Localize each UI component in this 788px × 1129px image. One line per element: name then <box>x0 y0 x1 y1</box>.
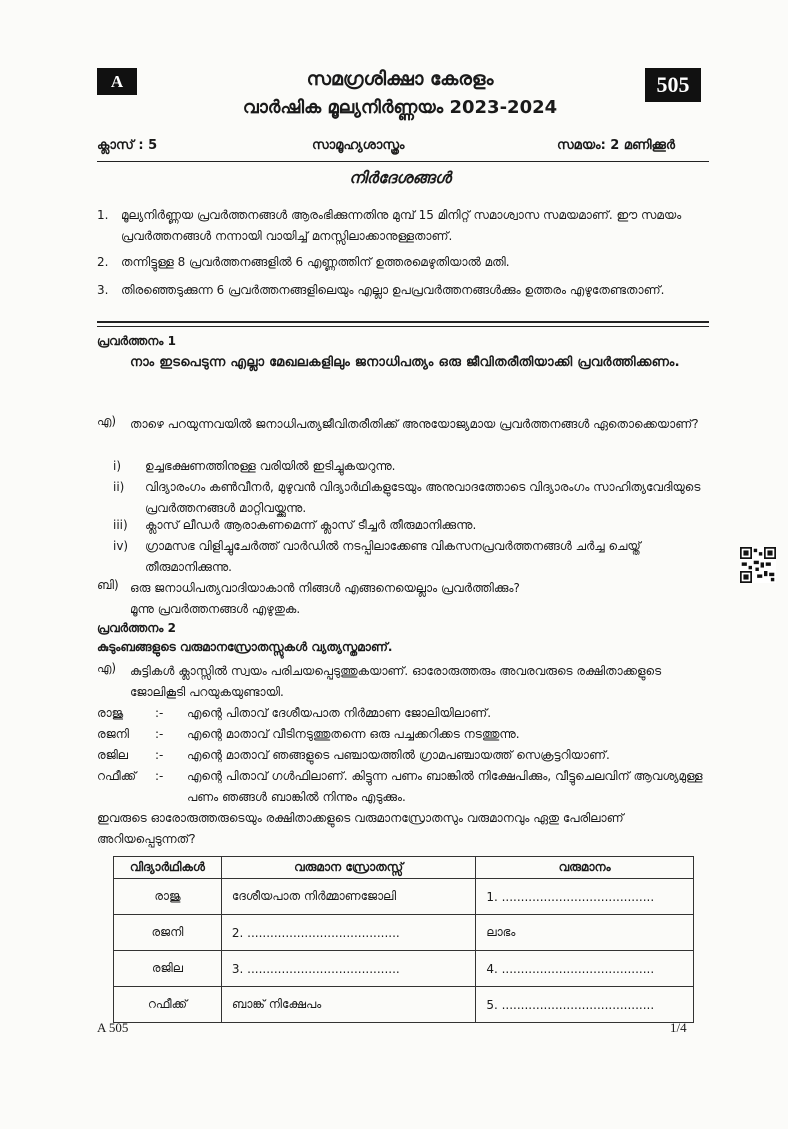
table-cell: രജില <box>114 951 222 987</box>
option-item: ii) വിദ്യാരംഗം കൺവീനർ, മുഴുവൻ വിദ്യാർഥികളുടേയും അനുവാദത്തോടെ വിദ്യാരംഗം സാഹിത്യവേദിയുടെ പ്രവർത്തനങ്ങൾ മാറ്റിവയ്ക്കുന്നു. <box>113 480 701 515</box>
option-item: iii) ക്ലാസ് ലീഡർ ആരാകണമെന്ന് ക്ലാസ് ടീച്ചർ തീരുമാനിക്കുന്നു. <box>113 518 477 532</box>
class-label: ക്ലാസ് : 5 <box>97 138 158 153</box>
instruction-item: 2. തന്നിട്ടുള്ള 8 പ്രവർത്തനങ്ങളിൽ 6 എണ്ണത്തിന് ഉത്തരമെഴുതിയാൽ മതി. <box>97 255 510 269</box>
set-badge: A <box>97 68 137 95</box>
activity-1-statement: നാം ഇടപെടുന്ന എല്ലാ മേഖലകളിലും ജനാധിപത്യം ഒരു ജീവിതരീതിയാക്കി പ്രവർത്തിക്കണം. <box>130 355 680 370</box>
question-text: കുട്ടികൾ ക്ലാസ്സിൽ സ്വയം പരിചയപ്പെടുത്തുകയാണ്. ഓരോരുത്തരും അവരവരുടെ രക്ഷിതാക്കളുടെ ജോലികൂടി പറയുകയുണ്ടായി. <box>130 664 662 699</box>
meta-row <box>97 138 709 160</box>
table-cell: 2. ........................................ <box>221 915 475 951</box>
table-cell: രജനി <box>114 915 222 951</box>
table-row <box>114 879 694 915</box>
table-cell: 1. ........................................ <box>476 879 694 915</box>
table-cell: രാജു <box>114 879 222 915</box>
section-divider <box>97 321 709 323</box>
table-cell: റഫീക്ക് <box>114 987 222 1023</box>
question-label: എ) <box>97 414 117 428</box>
column-header: വരുമാനം <box>476 857 694 879</box>
activity-2-statement: കുടുംബങ്ങളുടെ വരുമാനസ്രോതസ്സുകൾ വ്യത്യസ്തമാണ്. <box>97 640 393 654</box>
question-text: ഒരു ജനാധിപത്യവാദിയാകാൻ നിങ്ങൾ എങ്ങനെയെല്ലാം പ്രവർത്തിക്കും? <box>130 581 520 595</box>
organization-title: സമഗ്രശിക്ഷാ കേരളം <box>306 68 494 90</box>
column-header: വരുമാന സ്രോതസ്സ് <box>221 857 475 879</box>
table-cell: ദേശീയപാത നിർമ്മാണജോലി <box>221 879 475 915</box>
section-divider <box>97 326 709 327</box>
exam-title: വാർഷിക മൂല്യനിർണ്ണയം 2023-2024 <box>242 97 558 118</box>
instruction-item: 1. മൂല്യനിർണ്ണയ പ്രവർത്തനങ്ങൾ ആരംഭിക്കുന്നതിനു മുമ്പ് 15 മിനിറ്റ് സമാശ്വാസ സമയമാണ്. ഈ സമയം പ്രവർത്തനങ്ങൾ നന്നായി വായിച്ച് മനസ്സിലാക്കാനുള്ളതാണ്. <box>97 208 682 243</box>
footer-code: A 505 <box>97 1020 129 1035</box>
question-text: താഴെ പറയുന്നവയിൽ ജനാധിപത്യജീവിതരീതിക്ക് അനുയോജ്യമായ പ്രവർത്തനങ്ങൾ ഏതൊക്കെയാണ്? <box>130 417 699 431</box>
option-item: iv) ഗ്രാമസഭ വിളിച്ചുചേർത്ത് വാർഡിൽ നടപ്പിലാക്കേണ്ട വികസനപ്രവർത്തനങ്ങൾ ചർച്ച ചെയ്ത് തീരുമാനിക്കുന്നു. <box>113 539 641 574</box>
activity-2-title: പ്രവർത്തനം 2 <box>97 621 176 635</box>
question-label: എ) <box>97 661 117 675</box>
table-row <box>114 987 694 1023</box>
instructions-heading: നിർദേശങ്ങൾ <box>349 168 451 187</box>
table-row <box>114 915 694 951</box>
header-divider <box>97 161 709 162</box>
speaker-line: രാജു :- എന്റെ പിതാവ് ദേശീയപാത നിർമ്മാണ ജോലിയിലാണ്. <box>97 706 492 720</box>
table-header-row <box>114 857 694 879</box>
speaker-line: രജില :- എന്റെ മാതാവ് ഞങ്ങളുടെ പഞ്ചായത്തിൽ ഗ്രാമപഞ്ചായത്ത് സെക്രട്ടറിയാണ്. <box>97 748 610 762</box>
speaker-line: രജനി :- എന്റെ മാതാവ് വീടിനടുത്തുതന്നെ ഒരു പച്ചക്കറിക്കട നടത്തുന്നു. <box>97 727 520 741</box>
table-cell: ബാങ്ക് നിക്ഷേപം <box>221 987 475 1023</box>
paper-code-badge: 505 <box>645 68 701 102</box>
question-label: ബി) <box>97 578 119 592</box>
activity-1-title: പ്രവർത്തനം 1 <box>97 334 176 348</box>
income-table <box>113 856 694 1023</box>
time-label: സമയം: 2 മണിക്കൂർ <box>557 138 676 153</box>
table-cell: 4. ........................................ <box>476 951 694 987</box>
qr-code-icon <box>740 547 776 583</box>
table-cell: 5. ........................................ <box>476 987 694 1023</box>
option-item: i) ഉച്ചഭക്ഷണത്തിനുള്ള വരിയിൽ ഇടിച്ചുകയറുന്നു. <box>113 459 396 473</box>
table-cell: 3. ........................................ <box>221 951 475 987</box>
subject-label: സാമൂഹ്യശാസ്ത്രം <box>312 138 405 153</box>
column-header: വിദ്യാർഥികൾ <box>114 857 222 879</box>
instruction-item: 3. തിരഞ്ഞെടുക്കുന്ന 6 പ്രവർത്തനങ്ങളിലെയും എല്ലാ ഉപപ്രവർത്തനങ്ങൾക്കും ഉത്തരം എഴുതേണ്ടതാണ്. <box>97 283 665 297</box>
table-row <box>114 951 694 987</box>
question-subtext: മൂന്നു പ്രവർത്തനങ്ങൾ എഴുതുക. <box>130 602 301 616</box>
speaker-line: റഫീക്ക് :- എന്റെ പിതാവ് ഗൾഫിലാണ്. കിട്ടുന്ന പണം ബാങ്കിൽ നിക്ഷേപിക്കും, വീട്ടുചെലവിന് ആവശ്യമുള്ള പണം ഞങ്ങൾ ബാങ്കിൽ നിന്നും എടുക്കും. <box>97 769 703 804</box>
table-cell: ലാഭം <box>476 915 694 951</box>
page-number: 1/4 <box>670 1020 687 1035</box>
table-prompt: ഇവരുടെ ഓരോരുത്തരുടെയും രക്ഷിതാക്കളുടെ വരുമാനസ്രോതസും വരുമാനവും ഏതു പേരിലാണ് അറിയപ്പെടുന്നത്? <box>97 811 624 846</box>
